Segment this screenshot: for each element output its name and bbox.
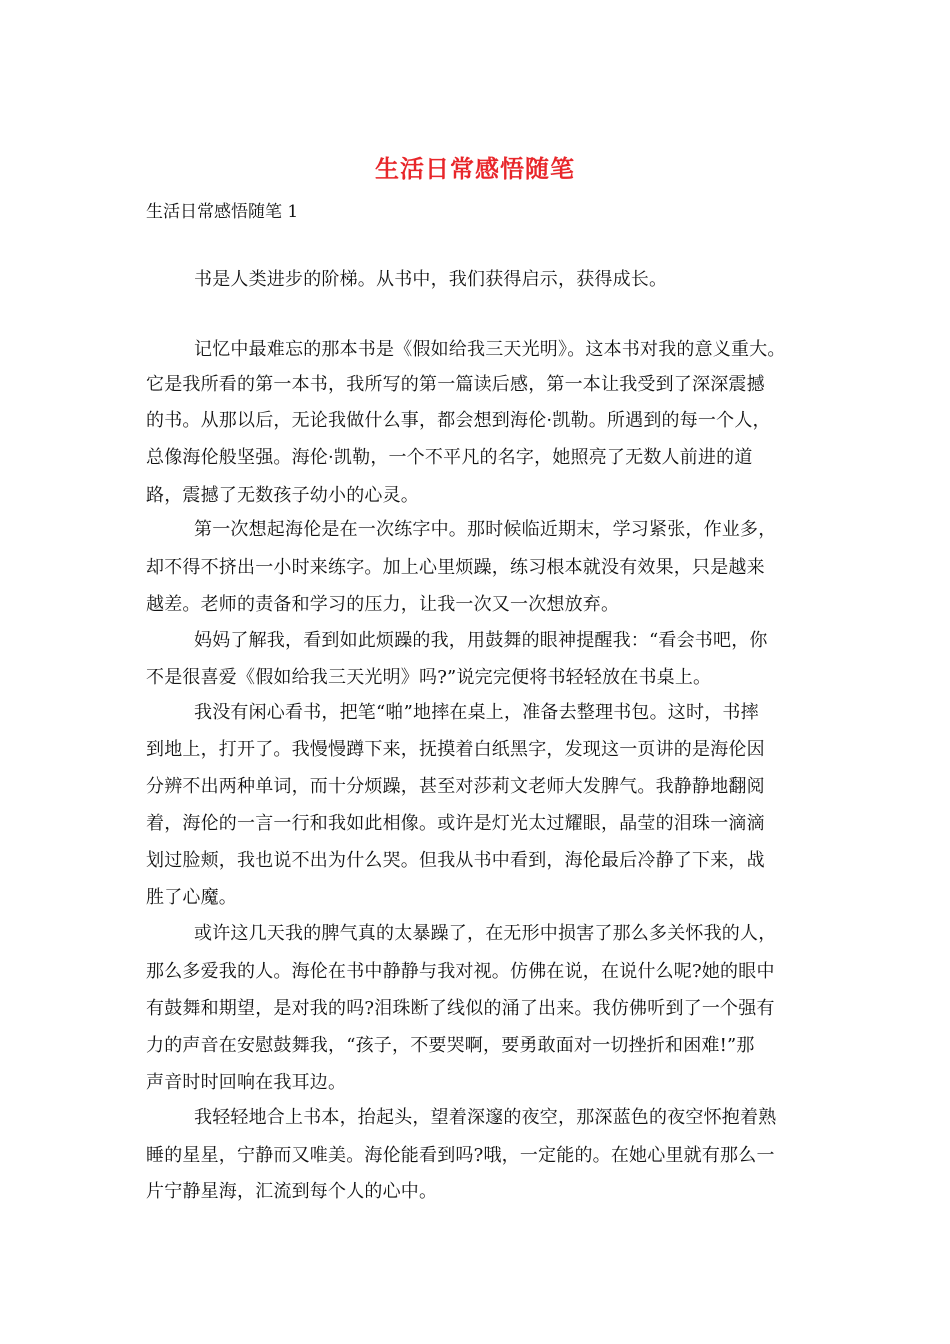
paragraph-line: 第一次想起海伦是在一次练字中。那时候临近期末，学习紧张，作业多， [194, 519, 777, 540]
paragraph-line: 到地上，打开了。我慢慢蹲下来，抚摸着白纸黑字，发现这一页讲的是海伦因 [146, 739, 765, 760]
paragraph-line: 总像海伦般坚强。海伦·凯勒，一个不平凡的名字，她照亮了无数人前进的道 [146, 447, 753, 468]
document-title: 生活日常感悟随笔 [375, 154, 575, 183]
paragraph-line: 睡的星星，宁静而又唯美。海伦能看到吗?哦，一定能的。在她心里就有那么一 [146, 1145, 775, 1166]
paragraph-line: 或许这几天我的脾气真的太暴躁了，在无形中损害了那么多关怀我的人， [194, 923, 777, 944]
paragraph-line: 我轻轻地合上书本，抬起头，望着深邃的夜空，那深蓝色的夜空怀抱着熟 [194, 1107, 777, 1128]
paragraph-line: 却不得不挤出一小时来练字。加上心里烦躁，练习根本就没有效果，只是越来 [146, 557, 765, 578]
paragraph-line: 划过脸颊，我也说不出为什么哭。但我从书中看到，海伦最后冷静了下来，战 [146, 850, 765, 871]
paragraph-line: 记忆中最难忘的那本书是《假如给我三天光明》。这本书对我的意义重大。 [194, 339, 786, 360]
paragraph-line: 不是很喜爱《假如给我三天光明》吗?”说完完便将书轻轻放在书桌上。 [146, 667, 712, 688]
paragraph-line: 它是我所看的第一本书，我所写的第一篇读后感，第一本让我受到了深深震撼 [146, 374, 765, 395]
paragraph-line: 片宁静星海，汇流到每个人的心中。 [146, 1181, 438, 1202]
paragraph-line: 的书。从那以后，无论我做什么事，都会想到海伦·凯勒。所遇到的每一个人， [146, 410, 771, 431]
paragraph-line: 书是人类进步的阶梯。从书中，我们获得启示，获得成长。 [194, 269, 668, 290]
paragraph-line: 我没有闲心看书，把笔“啪”地摔在桌上，准备去整理书包。这时，书摔 [194, 702, 759, 723]
paragraph-line: 声音时时回响在我耳边。 [146, 1072, 347, 1093]
paragraph-line: 胜了心魔。 [146, 887, 237, 908]
paragraph-line: 越差。老师的责备和学习的压力，让我一次又一次想放弃。 [146, 594, 620, 615]
paragraph-line: 分辨不出两种单词，而十分烦躁，甚至对莎莉文老师大发脾气。我静静地翻阅 [146, 776, 765, 797]
paragraph-line: 妈妈了解我，看到如此烦躁的我，用鼓舞的眼神提醒我：“看会书吧，你 [194, 630, 768, 651]
paragraph-line: 有鼓舞和期望，是对我的吗?泪珠断了线似的涌了出来。我仿佛听到了一个强有 [146, 998, 775, 1019]
paragraph-line: 路，震撼了无数孩子幼小的心灵。 [146, 485, 419, 506]
paragraph-line: 着，海伦的一言一行和我如此相像。或许是灯光太过耀眼，晶莹的泪珠一滴滴 [146, 813, 765, 834]
paragraph-line: 力的声音在安慰鼓舞我，“孩子，不要哭啊，要勇敢面对一切挫折和困难!”那 [146, 1035, 755, 1056]
paragraph-line: 那么多爱我的人。海伦在书中静静与我对视。仿佛在说，在说什么呢?她的眼中 [146, 961, 775, 982]
document-subtitle: 生活日常感悟随笔 1 [146, 202, 299, 222]
